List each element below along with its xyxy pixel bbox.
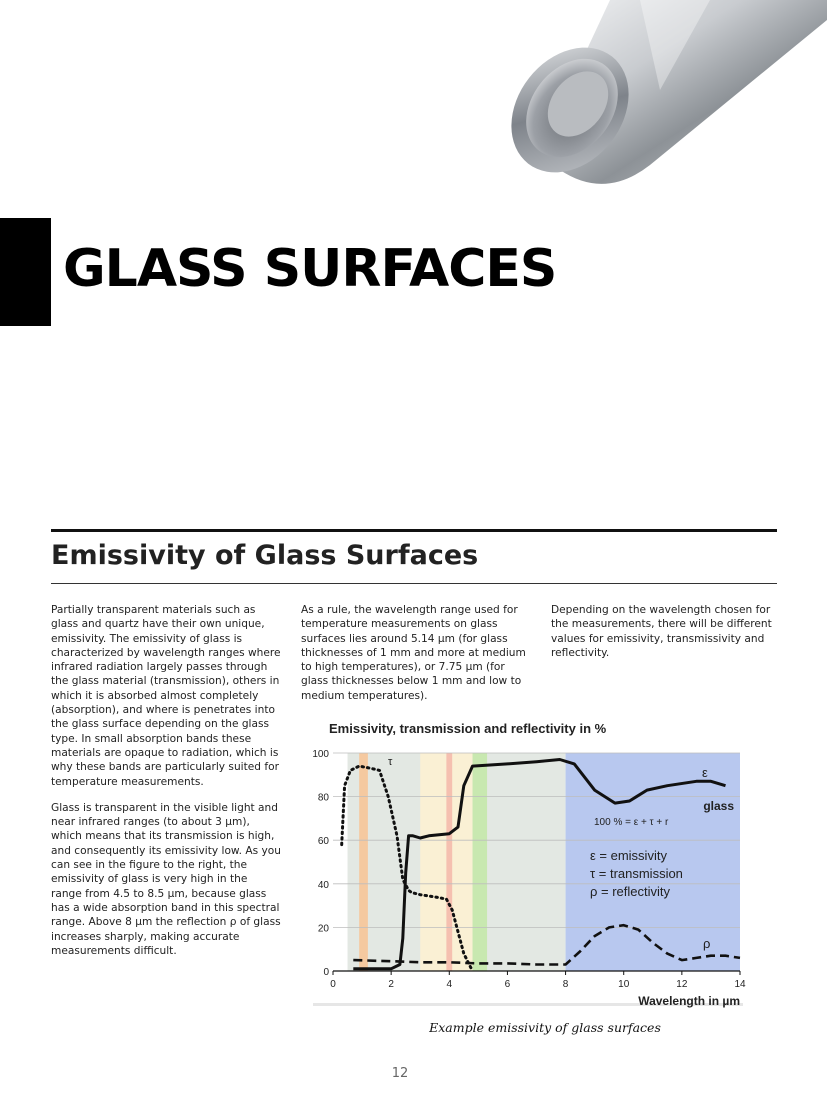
- section-title: Emissivity of Glass Surfaces: [51, 540, 479, 571]
- x-tick-label: 14: [734, 979, 746, 990]
- spectral-band: [446, 753, 452, 971]
- x-tick-label: 2: [388, 979, 394, 990]
- x-tick-label: 6: [504, 979, 511, 990]
- text-column-1: [51, 603, 281, 970]
- legend-emissivity: ε = emissivity: [590, 848, 667, 863]
- x-axis-label: Wavelength in µm: [638, 994, 740, 1008]
- paragraph: Partially transparent materials such as glass and quartz have their own unique, emissivity. The emissivity of glass is characterized by wavelength ranges where infrared radiation largely passes through the glass material (transmission), others in which it is absorbed almost completely (absorption), and where is penetrates into the glass surface depending on the glass type. In small absorption bands these materials are opaque to radiation, which is why these bands are particularly suited for temperature measurements.: [51, 604, 281, 788]
- paragraph: As a rule, the wavelength range used for temperature measurements on glass surfaces lies around 5.14 µm (for glass thicknesses of 1 mm and more at medium to high temperatures), or 7.75 µm (for glass thicknesses below 1 mm and low to medium temperatures).: [301, 604, 526, 702]
- figure-caption: Example emissivity of glass surfaces: [429, 1020, 661, 1035]
- spectral-band: [473, 753, 488, 971]
- series-label-tau: τ: [388, 756, 393, 768]
- y-tick-label: 0: [323, 967, 329, 978]
- x-tick-label: 4: [446, 979, 453, 990]
- legend-transmission: τ = transmission: [590, 866, 683, 881]
- equation-label: 100 % = ε + τ + r: [594, 817, 669, 828]
- x-tick-label: 10: [618, 979, 630, 990]
- page-number: 12: [391, 1066, 409, 1081]
- legend-reflectivity: ρ = reflectivity: [590, 884, 670, 899]
- chapter-tab-marker: [0, 218, 51, 326]
- x-tick-label: 12: [676, 979, 688, 990]
- page-title: GLASS SURFACES: [63, 239, 557, 299]
- paragraph: Glass is transparent in the visible light and near infrared ranges (to about 3 µm), which means that its transmission is high, and consequently its emissivity low. As you can see in the figure to the right, the emissivity of glass is very high in the range from 4.5 to 8.5 µm, because glass has a wide absorption band in this spectral range. Above 8 µm the reflection ρ of glass increases sharply, making accurate measurements difficult.: [51, 801, 281, 957]
- text-column-3: [551, 603, 781, 672]
- y-tick-label: 80: [317, 792, 329, 804]
- spectral-band: [359, 753, 368, 971]
- y-tick-label: 20: [317, 923, 329, 935]
- material-label: glass: [703, 799, 734, 813]
- series-label-rho: ρ: [703, 936, 711, 951]
- chrome-tube-image: [500, 0, 827, 200]
- emissivity-chart: [303, 713, 757, 1013]
- x-tick-label: 0: [330, 979, 336, 990]
- section-rule-top: [51, 529, 777, 532]
- series-label-epsilon: ε: [702, 765, 708, 780]
- y-tick-label: 60: [317, 836, 329, 848]
- text-column-2: [301, 603, 531, 715]
- paragraph: Depending on the wavelength chosen for the measurements, there will be different values for emissivity, transmissivity and reflectivity.: [551, 604, 772, 659]
- y-tick-label: 100: [312, 749, 329, 760]
- x-tick-label: 8: [562, 979, 569, 990]
- section-rule-bottom: [51, 583, 777, 584]
- y-tick-label: 40: [317, 879, 329, 891]
- chart-title: Emissivity, transmission and reflectivity in %: [329, 721, 607, 736]
